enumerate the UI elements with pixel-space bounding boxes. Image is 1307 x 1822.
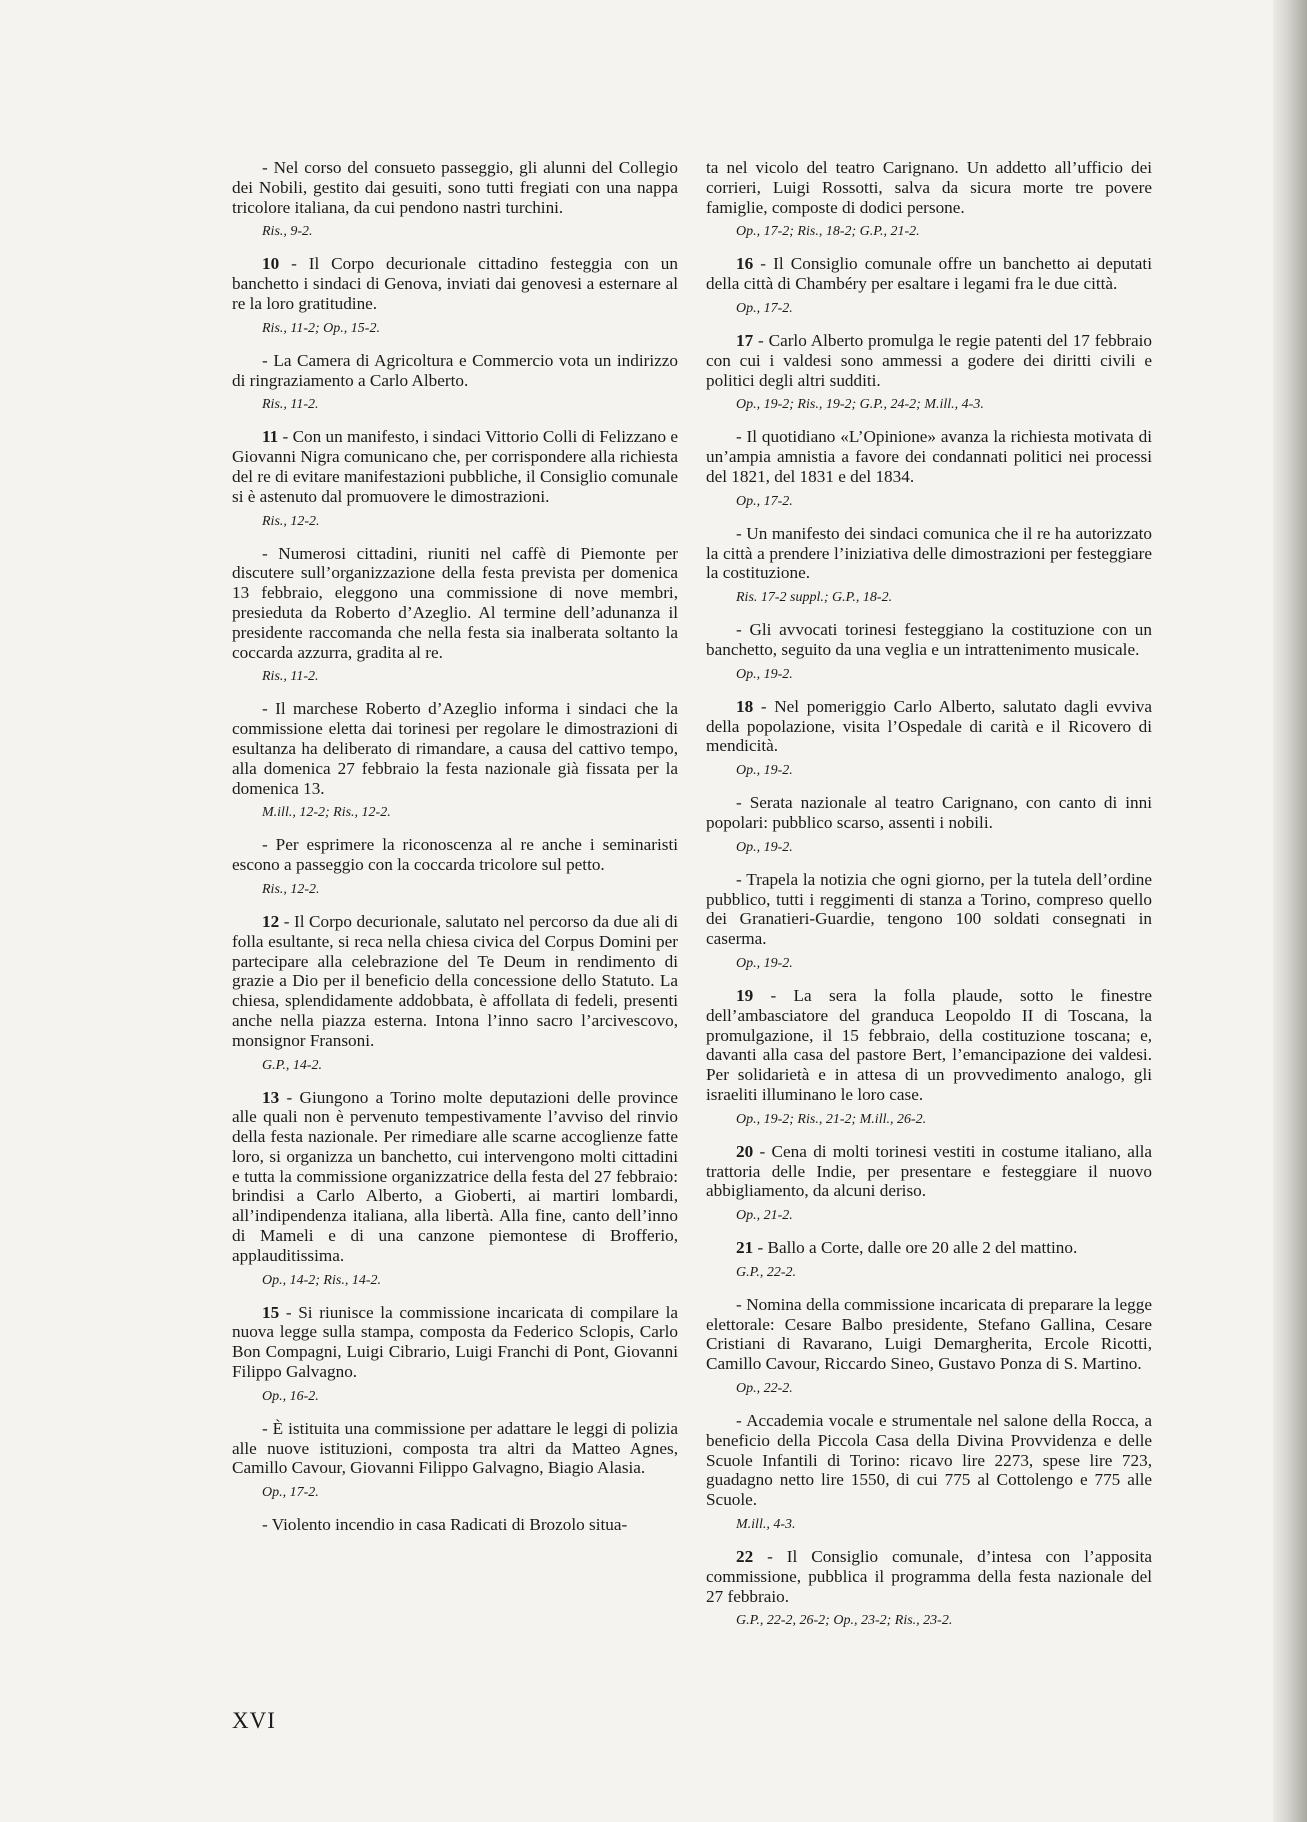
chronicle-entry — [706, 1547, 1152, 1629]
entry-text: - La sera la folla plaude, sotto le finestre dell’ambasciatore del granduca Leopoldo II di Toscana, la promulgazione, il 15 febbraio, della costituzione toscana; e, davanti alla casa del pastore Bert, l’emancipazione dei valdesi. Per solidarietà e in attesa di un provvedimento analogo, gli israeliti illuminano le loro case. — [706, 985, 1152, 1104]
entry-text: - Il Corpo decurionale cittadino festeggia con un banchetto i sindaci di Genova, inviati dai genovesi a esternare al re la loro gratitudine. — [232, 254, 678, 313]
chronicle-entry — [232, 427, 678, 529]
chronicle-entry — [706, 1295, 1152, 1397]
entry-text: - Un manifesto dei sindaci comunica che il re ha autorizzato la città a prendere l’iniziativa delle dimostrazioni per festeggiare la costituzione. — [706, 523, 1152, 583]
chronicle-entry-continuation — [706, 158, 1152, 240]
chronicle-entry — [232, 544, 678, 686]
entry-text: ta nel vicolo del teatro Carignano. Un addetto all’ufficio dei corrieri, Luigi Rossotti, salva da sicura morte tre povere famiglie, composte di dodici persone. — [706, 158, 1152, 217]
entry-source: Op., 19-2; Ris., 19-2; G.P., 24-2; M.ill., 4-3. — [736, 397, 984, 413]
day-number: 22 — [736, 1547, 754, 1567]
page-number: XVI — [232, 1708, 276, 1733]
day-number: 19 — [736, 985, 754, 1005]
entry-source: Op., 17-2. — [262, 1485, 319, 1501]
chronicle-entry — [232, 835, 678, 898]
right-column — [706, 158, 1152, 1643]
page-edge-shadow — [1273, 0, 1307, 1822]
day-number: 16 — [736, 254, 754, 274]
entry-text: - Trapela la notizia che ogni giorno, per la tutela dell’ordine pubblico, tutti i reggimenti di stanza a Torino, compreso quello dei Granatieri-Guardie, tengono 100 soldati consegnati in caserma. — [706, 869, 1152, 949]
entry-text: - Serata nazionale al teatro Carignano, con canto di inni popolari: pubblico scarso, assenti i nobili. — [706, 793, 1152, 832]
entry-text: - Ballo a Corte, dalle ore 20 alle 2 del mattino. — [753, 1238, 1078, 1258]
entry-text: - Il marchese Roberto d’Azeglio informa i sindaci che la commissione eletta dai torinesi per regolare le dimostrazioni di esultanza ha deliberato di rimandare, a causa del cattivo tempo, alla domenica 27 febbraio la festa nazionale già fissata per la domenica 13. — [232, 699, 678, 798]
entry-source: G.P., 22-2. — [736, 1264, 797, 1280]
left-column — [232, 158, 678, 1535]
chronicle-entry — [706, 427, 1152, 509]
chronicle-entry — [232, 1515, 678, 1535]
chronicle-entry — [706, 620, 1152, 683]
entry-source: Op., 19-2. — [736, 955, 793, 971]
entry-text: - Nel pomeriggio Carlo Alberto, salutato dagli evviva della popolazione, visita l’Ospedale di carità e il Ricovero di mendicità. — [706, 696, 1152, 756]
chronicle-entry — [232, 1088, 678, 1289]
entry-text: - Numerosi cittadini, riuniti nel caffè di Piemonte per discutere sull’organizzazione della festa prevista per domenica 13 febbraio, eleggono una commissione di nove membri, presieduta da Roberto d’Azeglio. Al termine dell’adunanza il presidente raccomanda che nella festa sia inalberata soltanto la coccarda azzurra, gradita al re. — [232, 543, 678, 662]
entry-source: Op., 17-2. — [736, 300, 793, 316]
entry-source: M.ill., 12-2; Ris., 12-2. — [262, 805, 391, 821]
entry-source: G.P., 22-2, 26-2; Op., 23-2; Ris., 23-2. — [736, 1613, 953, 1629]
entry-source: Ris. 17-2 suppl.; G.P., 18-2. — [736, 590, 893, 606]
entry-source: G.P., 14-2. — [262, 1057, 323, 1073]
entry-text: - Gli avvocati torinesi festeggiano la costituzione con un banchetto, seguito da una veglia e un intrattenimento musicale. — [706, 620, 1152, 659]
chronicle-entry — [706, 697, 1152, 779]
chronicle-entry — [232, 1419, 678, 1501]
day-number: 18 — [736, 696, 754, 716]
entry-text: - Il Corpo decurionale, salutato nel percorso da due ali di folla esultante, si reca nella chiesa civica del Corpus Domini per partecipare alla celebrazione del Te Deum in rendimento di grazie a Dio per il beneficio della concessione dello Statuto. La chiesa, splendidamente addobbata, è affollata di fedeli, presenti anche nella piazza esterna. Intona l’inno sacro l’arcivescovo, monsignor Fransoni. — [232, 911, 678, 1050]
chronicle-entry — [706, 254, 1152, 317]
entry-text: - Carlo Alberto promulga le regie patenti del 17 febbraio con cui i valdesi sono ammessi a godere dei diritti civili e politici degli altri sudditi. — [706, 330, 1152, 390]
chronicle-entry — [232, 912, 678, 1074]
entry-text: - È istituita una commissione per adattare le leggi di polizia alle nuove istituzioni, composta tra altri da Matteo Agnes, Camillo Cavour, Giovanni Filippo Galvagno, Biagio Alasia. — [232, 1418, 678, 1478]
entry-source: Op., 17-2. — [736, 493, 793, 509]
entry-text: - Accademia vocale e strumentale nel salone della Rocca, a beneficio della Piccola Casa della Divina Provvidenza e delle Scuole Infantili di Torino: ricavo lire 2273, spese lire 723, guadagno netto lire 1550, di cui 775 al Cottolengo e 775 alle Scuole. — [706, 1411, 1152, 1510]
day-number: 21 — [736, 1238, 754, 1258]
entry-source: Ris., 11-2. — [262, 669, 319, 685]
chronicle-entry — [706, 524, 1152, 606]
day-number: 17 — [736, 330, 754, 350]
entry-text: - La Camera di Agricoltura e Commercio vota un indirizzo di ringraziamento a Carlo Alberto. — [232, 350, 678, 390]
entry-text: - Con un manifesto, i sindaci Vittorio Colli di Felizzano e Giovanni Nigra comunicano che, per corrispondere alla richiesta del re di evitare manifestazioni pubbliche, il Consiglio comunale si è astenuto dal promuovere le dimostrazioni. — [232, 427, 678, 506]
entry-source: Op., 14-2; Ris., 14-2. — [262, 1272, 381, 1288]
entry-text: - Si riunisce la commissione incaricata di compilare la nuova legge sulla stampa, composta da Federico Sclopis, Carlo Bon Compagni, Luigi Cibrario, Luigi Franchi di Pont, Giovanni Filippo Galvagno. — [232, 1302, 678, 1382]
entry-text: - Cena di molti torinesi vestiti in costume italiano, alla trattoria delle Indie, per presentare e festeggiare il nuovo abbigliamento, da alcuni deriso. — [706, 1141, 1152, 1201]
chronicle-entry — [706, 986, 1152, 1128]
entry-text: - Nomina della commissione incaricata di preparare la legge elettorale: Cesare Balbo presidente, Stefano Gallina, Cesare Cristiani di Ravarano, Luigi Demargherita, Ercole Ricotti, Camillo Cavour, Riccardo Sineo, Gustavo Ponza di S. Martino. — [706, 1294, 1152, 1374]
chronicle-entry — [706, 331, 1152, 413]
chronicle-entry — [706, 1411, 1152, 1533]
entry-source: Ris., 11-2. — [262, 397, 319, 413]
day-number: 15 — [262, 1302, 280, 1322]
chronicle-entry — [232, 158, 678, 240]
day-number: 20 — [736, 1141, 754, 1161]
entry-source: Op., 19-2. — [736, 666, 793, 682]
entry-source: Op., 21-2. — [736, 1208, 793, 1224]
entry-source: Op., 19-2; Ris., 21-2; M.ill., 26-2. — [736, 1111, 927, 1127]
entry-text: - Il quotidiano «L’Opinione» avanza la richiesta motivata di un’ampia amnistia a favore dei condannati politici nei processi del 1821, del 1831 e del 1834. — [706, 427, 1152, 486]
chronicle-entry — [706, 1238, 1152, 1281]
entry-text: - Nel corso del consueto passeggio, gli alunni del Collegio dei Nobili, gestito dai gesuiti, sono tutti fregiati con una nappa tricolore italiana, da cui pendono nastri turchini. — [232, 158, 678, 217]
day-number: 10 — [262, 254, 280, 274]
entry-source: Ris., 12-2. — [262, 513, 320, 529]
day-number: 12 — [262, 911, 280, 931]
chronicle-entry — [706, 870, 1152, 972]
entry-source: Ris., 12-2. — [262, 881, 320, 897]
entry-source: M.ill., 4-3. — [736, 1517, 796, 1533]
entry-source: Op., 16-2. — [262, 1388, 319, 1404]
entry-source: Op., 19-2. — [736, 839, 793, 855]
entry-text: - Giungono a Torino molte deputazioni delle province alle quali non è pervenuto tempestivamente l’avviso del rinvio della festa nazionale. Per rimediare alle scarne accoglienze fatte loro, si organizza un banchetto, cui intervengono molti cittadini e tutta la commissione organizzatrice della festa del 27 febbraio: brindisi a Carlo Alberto, a Gioberti, ai martiri lombardi, all’indipendenza italiana, alla libertà. Alla fine, canto dell’inno di Mameli e di una canzone piemontese di Brofferio, applauditissima. — [232, 1087, 678, 1265]
day-number: 11 — [262, 427, 279, 447]
entry-text: - Violento incendio in casa Radicati di Brozolo situa- — [262, 1515, 628, 1535]
chronicle-entry — [232, 351, 678, 414]
entry-text: - Il Consiglio comunale, d’intesa con l’apposita commissione, pubblica il programma della festa nazionale del 27 febbraio. — [706, 1547, 1152, 1606]
chronicle-entry — [232, 1303, 678, 1405]
entry-source: Op., 22-2. — [736, 1381, 793, 1397]
entry-source: Ris., 11-2; Op., 15-2. — [262, 320, 380, 336]
entry-text: - Il Consiglio comunale offre un banchetto ai deputati della città di Chambéry per esaltare i legami fra le due città. — [706, 254, 1152, 294]
entry-source: Op., 19-2. — [736, 763, 793, 779]
entry-text: - Per esprimere la riconoscenza al re anche i seminaristi escono a passeggio con la coccarda tricolore sul petto. — [232, 835, 678, 875]
day-number: 13 — [262, 1087, 280, 1107]
entry-source: Op., 17-2; Ris., 18-2; G.P., 21-2. — [736, 224, 920, 240]
chronicle-entry — [706, 1142, 1152, 1224]
chronicle-entry — [232, 254, 678, 336]
chronicle-entry — [232, 699, 678, 821]
chronicle-entry — [706, 793, 1152, 856]
entry-source: Ris., 9-2. — [262, 224, 313, 240]
